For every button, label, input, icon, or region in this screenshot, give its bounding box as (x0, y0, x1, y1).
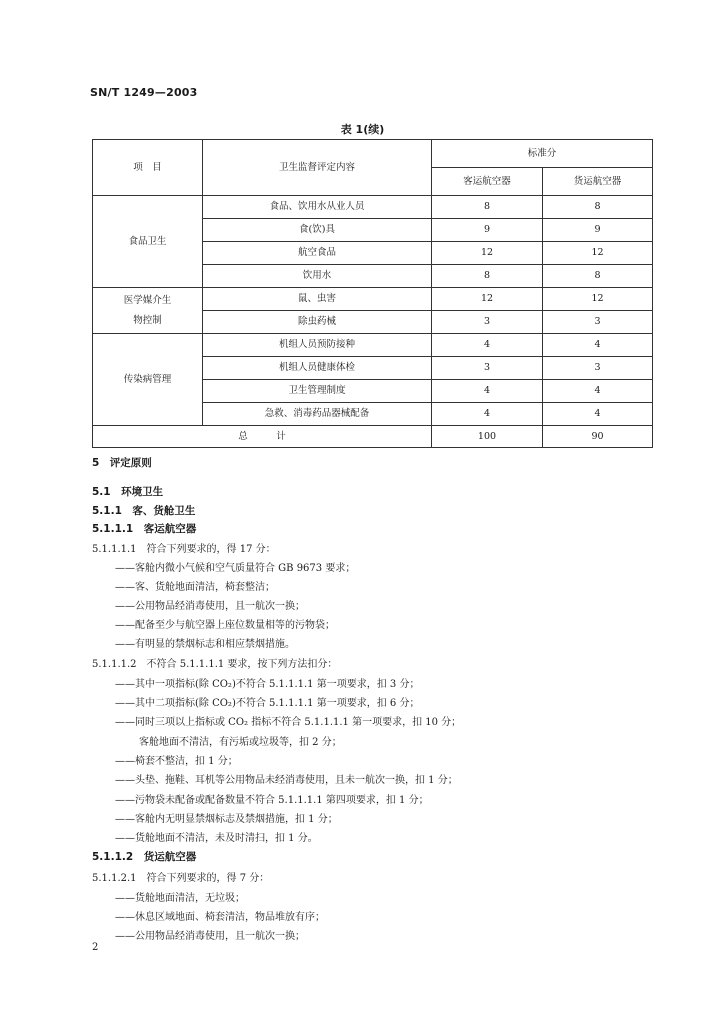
header-passenger: 客运航空器 (432, 168, 543, 196)
passenger-score-cell: 12 (432, 242, 543, 265)
category-cell: 传染病管理 (93, 334, 203, 426)
list-item: ——货舱地面清洁，无垃圾； (115, 893, 245, 904)
total-row (93, 426, 653, 448)
list-item: ——配备至少与航空器上座位数量相等的污物袋； (115, 620, 335, 631)
list-item: ——椅套不整洁，扣 1 分； (115, 756, 238, 767)
list-item: ——同时三项以上指标或 CO₂ 指标不符合 5.1.1.1.1 第一项要求，扣 10 分； (115, 717, 462, 728)
cargo-score-cell: 9 (543, 219, 653, 242)
category-cell: 食品卫生 (93, 196, 203, 288)
passenger-score-cell: 8 (432, 196, 543, 219)
section-heading: 5.1.1 客、货舱卫生 (92, 505, 196, 517)
cargo-score-cell: 4 (543, 403, 653, 426)
passenger-score-cell: 4 (432, 334, 543, 357)
header-cargo: 货运航空器 (543, 168, 653, 196)
header-content: 卫生监督评定内容 (203, 140, 432, 196)
content-cell: 机组人员健康体检 (203, 357, 432, 380)
table-title: 表 1(续) (340, 123, 385, 136)
content-cell: 除虫药械 (203, 311, 432, 334)
score-table (92, 139, 653, 448)
passenger-score-cell: 12 (432, 288, 543, 311)
header-item: 项 目 (93, 140, 203, 196)
content-cell: 鼠、虫害 (203, 288, 432, 311)
passenger-score-cell: 9 (432, 219, 543, 242)
clause-line: 5.1.1.1.2 不符合 5.1.1.1.1 要求，按下列方法扣分： (92, 659, 338, 670)
cargo-score-cell: 12 (543, 288, 653, 311)
passenger-score-cell: 8 (432, 265, 543, 288)
passenger-score-cell: 4 (432, 403, 543, 426)
list-item: ——公用物品经消毒使用，且一航次一换； (115, 931, 305, 942)
content-cell: 食(饮)具 (203, 219, 432, 242)
clause-line: 5.1.1.2.1 符合下列要求的，得 7 分： (92, 873, 270, 884)
list-item: ——其中一项指标(除 CO₂)不符合 5.1.1.1.1 第一项要求，扣 3 分； (115, 679, 420, 690)
table-header-row (93, 140, 653, 168)
table-row (93, 288, 653, 311)
total-cargo: 90 (543, 426, 653, 448)
list-item: ——客舱内微小气候和空气质量符合 GB 9673 要求； (115, 563, 356, 574)
clause-line: 5.1.1.1.1 符合下列要求的，得 17 分： (92, 544, 276, 555)
table-row (93, 334, 653, 357)
list-item: ——头垫、拖鞋、耳机等公用物品未经消毒使用，且未一航次一换，扣 1 分； (115, 775, 458, 786)
cargo-score-cell: 4 (543, 380, 653, 403)
list-item: ——货舱地面不清洁，未及时清扫，扣 1 分。 (115, 833, 318, 844)
passenger-score-cell: 3 (432, 357, 543, 380)
content-cell: 急救、消毒药品器械配备 (203, 403, 432, 426)
content-cell: 机组人员预防接种 (203, 334, 432, 357)
header-score: 标准分 (432, 140, 653, 168)
total-passenger: 100 (432, 426, 543, 448)
content-cell: 食品、饮用水从业人员 (203, 196, 432, 219)
cargo-score-cell: 8 (543, 196, 653, 219)
category-cell: 医学媒介生 物控制 (93, 288, 203, 334)
list-item: ——客、货舱地面清洁，椅套整洁； (115, 582, 275, 593)
page-number: 2 (92, 942, 99, 953)
passenger-score-cell: 4 (432, 380, 543, 403)
list-item: ——有明显的禁烟标志和相应禁烟措施。 (115, 639, 295, 650)
cargo-score-cell: 8 (543, 265, 653, 288)
cargo-score-cell: 4 (543, 334, 653, 357)
document-code: SN/T 1249—2003 (90, 86, 198, 99)
list-item: ——客舱内无明显禁烟标志及禁烟措施，扣 1 分； (115, 814, 338, 825)
section-heading: 5.1.1.1 客运航空器 (92, 523, 197, 535)
cargo-score-cell: 3 (543, 357, 653, 380)
cargo-score-cell: 3 (543, 311, 653, 334)
list-item: 客舱地面不清洁，有污垢或垃圾等，扣 2 分； (139, 737, 342, 748)
section-heading: 5.1.1.2 货运航空器 (92, 851, 197, 863)
list-item: ——公用物品经消毒使用，且一航次一换； (115, 601, 305, 612)
list-item: ——污物袋未配备或配备数量不符合 5.1.1.1.1 第四项要求，扣 1 分； (115, 795, 429, 806)
list-item: ——其中二项指标(除 CO₂)不符合 5.1.1.1.1 第一项要求，扣 6 分； (115, 698, 420, 709)
list-item: ——休息区域地面、椅套清洁，物品堆放有序； (115, 912, 325, 923)
section-heading: 5.1 环境卫生 (92, 486, 164, 498)
content-cell: 航空食品 (203, 242, 432, 265)
content-cell: 卫生管理制度 (203, 380, 432, 403)
content-cell: 饮用水 (203, 265, 432, 288)
table-row (93, 196, 653, 219)
section-heading: 5 评定原则 (92, 457, 152, 469)
passenger-score-cell: 3 (432, 311, 543, 334)
cargo-score-cell: 12 (543, 242, 653, 265)
total-label: 总 计 (93, 426, 432, 448)
